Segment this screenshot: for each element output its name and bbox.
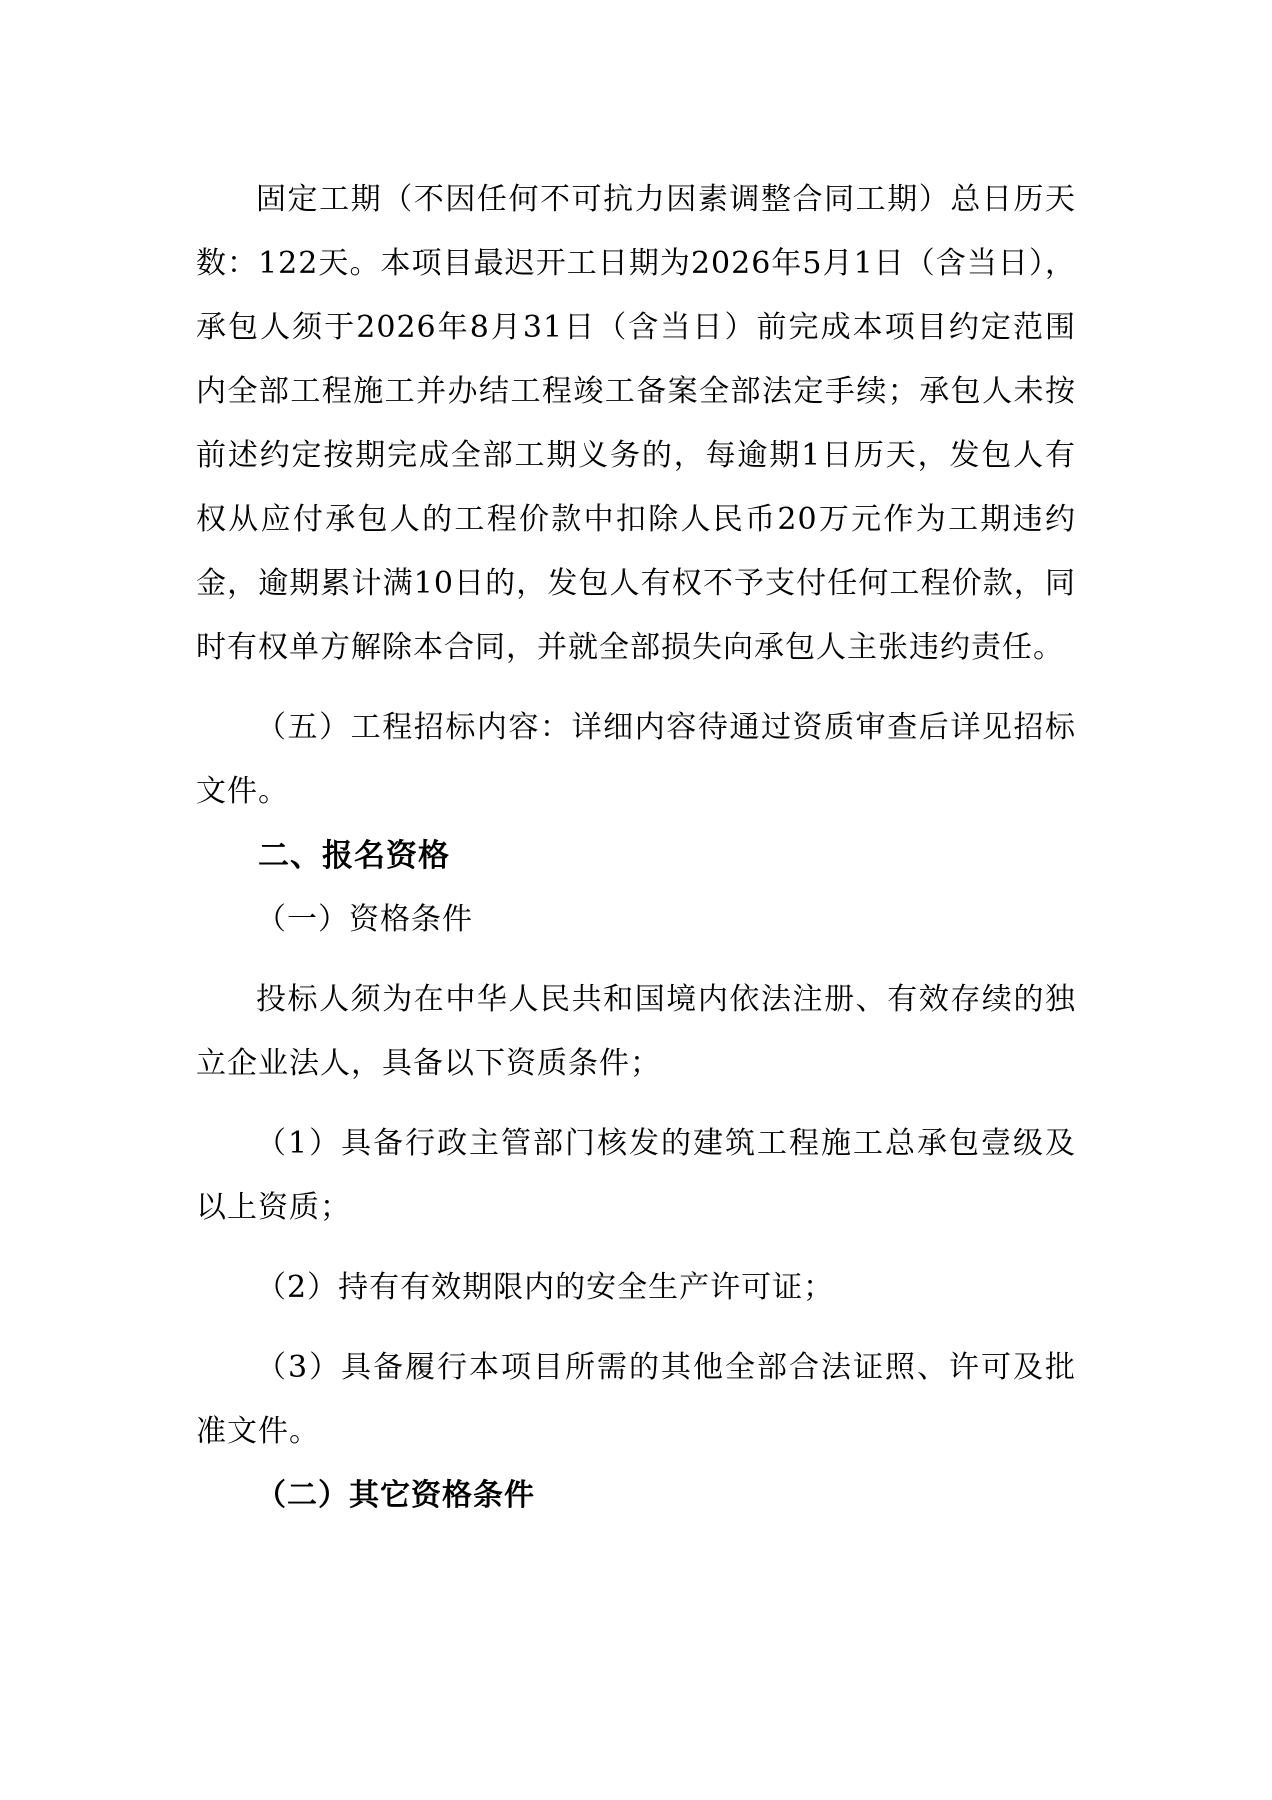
bidder-requirement-paragraph: 投标人须为在中华人民共和国境内依法注册、有效存续的独立企业法人，具备以下资质条件；	[196, 982, 1076, 1081]
subheading-qualification-conditions: （一）资格条件	[256, 902, 473, 937]
qualification-item-3: （3）具备履行本项目所需的其他全部合法证照、许可及批准文件。	[196, 1350, 1076, 1449]
bid-content-paragraph: （五）工程招标内容：详细内容待通过资质审查后详见招标文件。	[196, 710, 1076, 809]
schedule-paragraph: 固定工期（不因任何不可抗力因素调整合同工期）总日历天数：122天。本项目最迟开工日期为2026年5月1日（含当日），承包人须于2026年8月31日（含当日）前完成本项目约定范围内全部工程施工并办结工程竣工备案全部法定手续；承包人未按前述约定按期完成全部工期义务的，每逾期1日历天，发包人有权从应付承包人的工程价款中扣除人民币20万元作为工期违约金，逾期累计满10日的，发包人有权不予支付任何工程价款，同时有权单方解除本合同，并就全部损失向承包人主张违约责任。	[196, 182, 1076, 665]
subheading-other-qualification-conditions: （二）其它资格条件	[256, 1478, 535, 1513]
section-heading-registration-qualification: 二、报名资格	[258, 838, 450, 874]
qualification-item-2: （2）持有有效期限内的安全生产许可证；	[256, 1270, 835, 1305]
document-body	[196, 168, 1076, 1528]
qualification-item-1: （1）具备行政主管部门核发的建筑工程施工总承包壹级及以上资质；	[196, 1126, 1076, 1225]
